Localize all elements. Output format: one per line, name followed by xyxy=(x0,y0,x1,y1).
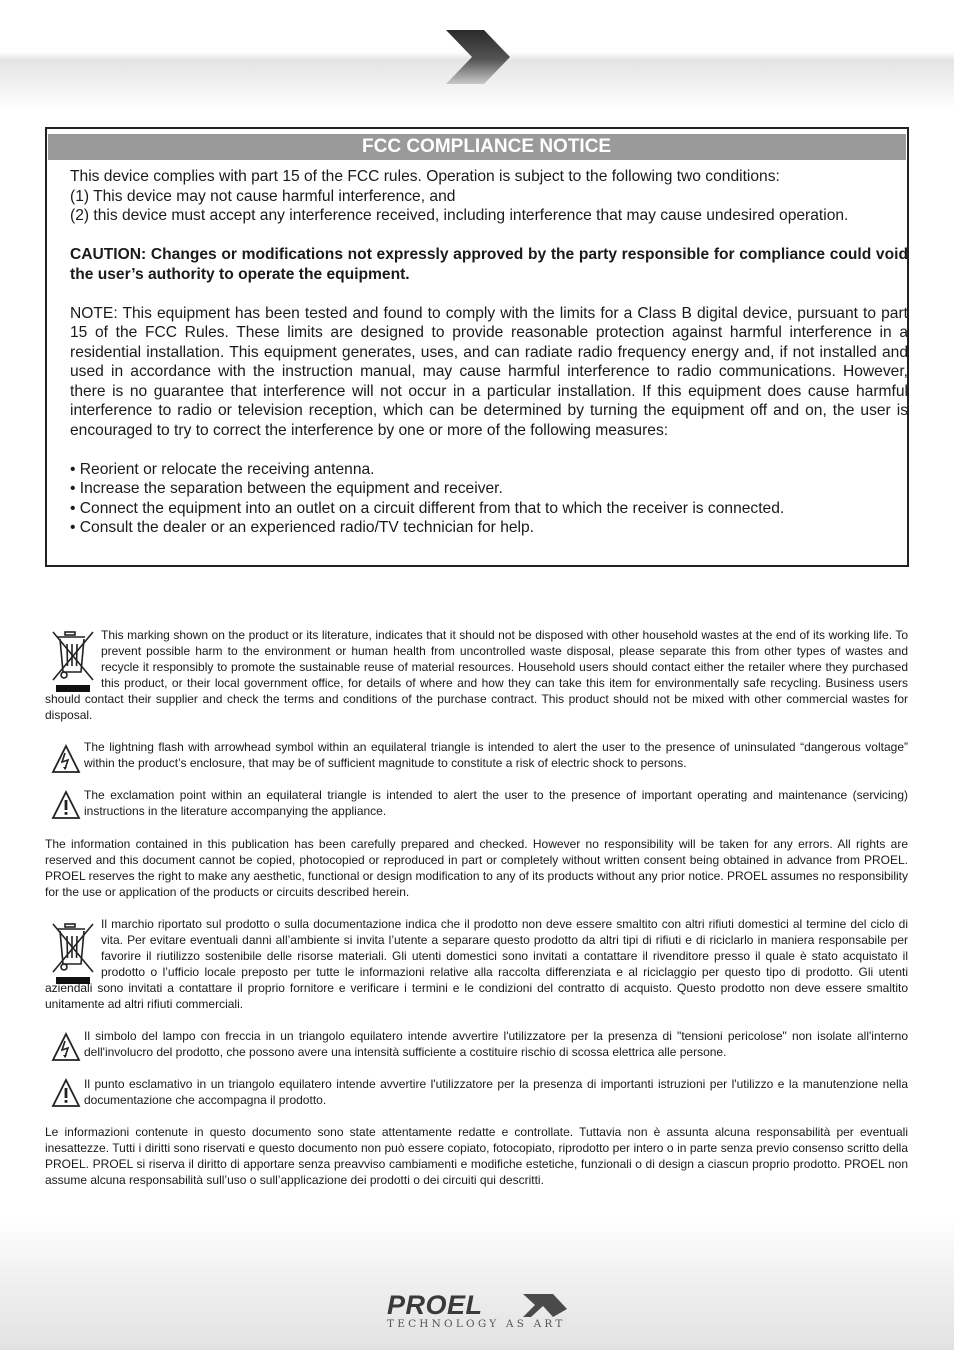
fcc-condition-1: (1) This device may not cause harmful interference, and xyxy=(70,187,456,205)
lightning-text-it: Il simbolo del lampo con freccia in un triangolo equilatero intende avvertire l'utilizzatore per la presenza di "tensioni pericolose" non isolate all'interno dell'involucro del prodotto, che possono avere una intensità sufficiente a costituire rischio di scossa elettrica alle persone. xyxy=(84,1029,908,1059)
fcc-measure: • Increase the separation between the equipment and receiver. xyxy=(70,480,503,497)
lightning-text-en: The lightning flash with arrowhead symbol within an equilateral triangle is intended to alert the user to the presence of uninsulated “dangerous voltage” within the product’s enclosure, that may be of sufficient magnitude to constitute a risk of electric shock to persons. xyxy=(84,740,908,770)
fcc-body xyxy=(70,167,908,538)
fcc-intro: This device complies with part 15 of the FCC rules. Operation is subject to the following two conditions: xyxy=(70,168,780,185)
logo-wordmark: PROEL xyxy=(387,1290,483,1320)
fcc-title: FCC COMPLIANCE NOTICE xyxy=(362,136,612,157)
fcc-measure: • Connect the equipment into an outlet on a circuit different from that to which the receiver is connected. xyxy=(70,499,785,517)
disclaimer-en xyxy=(45,836,908,900)
exclamation-text-en: The exclamation point within an equilateral triangle is intended to alert the user to the presence of important operating and maintenance (servicing) instructions in the literature accompanying the appliance. xyxy=(84,788,908,818)
fcc-measure: • Reorient or relocate the receiving antenna. xyxy=(70,460,375,478)
exclamation-text-it: Il punto esclamativo in un triangolo equilatero intende avvertire l'utilizzatore per la presenza di importanti istruzioni per l'utilizzo e la manutenzione nella documentazione che accompagna il prodotto. xyxy=(84,1077,908,1107)
disclaimer-it xyxy=(45,1124,908,1188)
disclaimer-text-en: The information contained in this publication has been carefully prepared and checked. However no responsibility will be taken for any errors. All rights are reserved and this document cannot be copied, photocopied or reproduced in part or completely without written consent being obtained in advance from PROEL. PROEL reserves the right to make any aesthetic, functional or design modification to any of its products without any prior notice. PROEL assumes no responsibility for the use or application of the products or circuits described herein. xyxy=(45,837,908,899)
fcc-measure: • Consult the dealer or an experienced radio/TV technician for help. xyxy=(70,519,535,536)
exclamation-notice-en xyxy=(45,787,908,819)
fcc-title-bar xyxy=(48,134,906,160)
lightning-notice-en xyxy=(45,739,908,771)
fcc-condition-2: (2) this device must accept any interference received, including interference that may cause undesired operation. xyxy=(70,207,849,224)
weee-notice-it xyxy=(45,916,908,1012)
disclaimer-text-it: Le informazioni contenute in questo documento sono state attentamente redatte e controllate. Tuttavia non è assunta alcuna responsabilità per eventuali inesattezze. Tutti i diritti sono riservati e questo documento non può essere copiato, fotocopiato, riprodotto per intero o in parte senza previo consenso scritto della PROEL. PROEL si riserva il diritto di apportare senza preavviso cambiamenti e modifiche estetiche, funzionali o di design a ciascun proprio prodotto. PROEL non assume alcuna responsabilità sull’uso o sull’applicazione dei prodotti o dei circuiti qui descritti. xyxy=(45,1125,908,1187)
weee-text-it: Il marchio riportato sul prodotto o sulla documentazione indica che il prodotto non deve essere smaltito con altri rifiuti domestici al termine del ciclo di vita. Per evitare eventuali danni all’ambiente si invita l’utente a separare questo prodotto da altri tipi di rifiuti e di riciclarlo in maniera responsabile per favorire il riutilizzo sostenibile delle risorse materiali. Gli utenti domestici sono invitati a contattare il rivenditore presso il quale è stato acquistato il prodotto o l’ufficio locale preposto per tutte le informazioni relative alla raccolta differenziata e al riciclaggio per questo tipo di prodotto. Gli utenti aziendali sono invitati a contattare il proprio fornitore e verificare i termini e le condizioni del contratto di acquisto. Questo prodotto non deve essere smaltito unitamente ad altri rifiuti commerciali. xyxy=(45,917,908,1011)
brand-tagline: TECHNOLOGY AS ART xyxy=(387,1318,566,1330)
weee-text-en: This marking shown on the product or its literature, indicates that it should not be disposed with other household wastes at the end of its working life. To prevent possible harm to the environment or human health from uncontrolled waste disposal, please separate this from other types of wastes and recycle it responsibly to promote the sustainable reuse of material resources. Household users should contact either the retailer where they purchased this product, or their local government office, for details of where and how they can take this item for environmentally safe recycling. Business users should contact their supplier and check the terms and conditions of the purchase contract. This product should not be mixed with other commercial wastes for disposal. xyxy=(45,628,908,722)
lightning-notice-it xyxy=(45,1028,908,1060)
fcc-note: NOTE: This equipment has been tested and found to comply with the limits for a Class B digital device, pursuant to part 15 of the FCC Rules. These limits are designed to provide reasonable protection against harmful interference in a residential installation. This equipment generates, uses, and can radiate radio frequency energy and, if not installed and used in accordance with the instruction manual, may cause harmful interference to radio communications. However, there is no guarantee that interference will not occur in a particular installation. If this equipment does cause harmful interference to radio or television reception, which can be determined by turning the equipment off and on, the user is encouraged to try to correct the interference by one or more of the following measures: xyxy=(70,304,908,439)
fcc-caution: CAUTION: Changes or modifications not expressly approved by the party responsible for compliance could void the user’s authority to operate the equipment. xyxy=(70,246,908,283)
chevron-arrow-icon xyxy=(440,28,512,86)
fcc-notice-box xyxy=(45,127,909,567)
exclamation-notice-it xyxy=(45,1076,908,1108)
weee-notice-en xyxy=(45,627,908,723)
